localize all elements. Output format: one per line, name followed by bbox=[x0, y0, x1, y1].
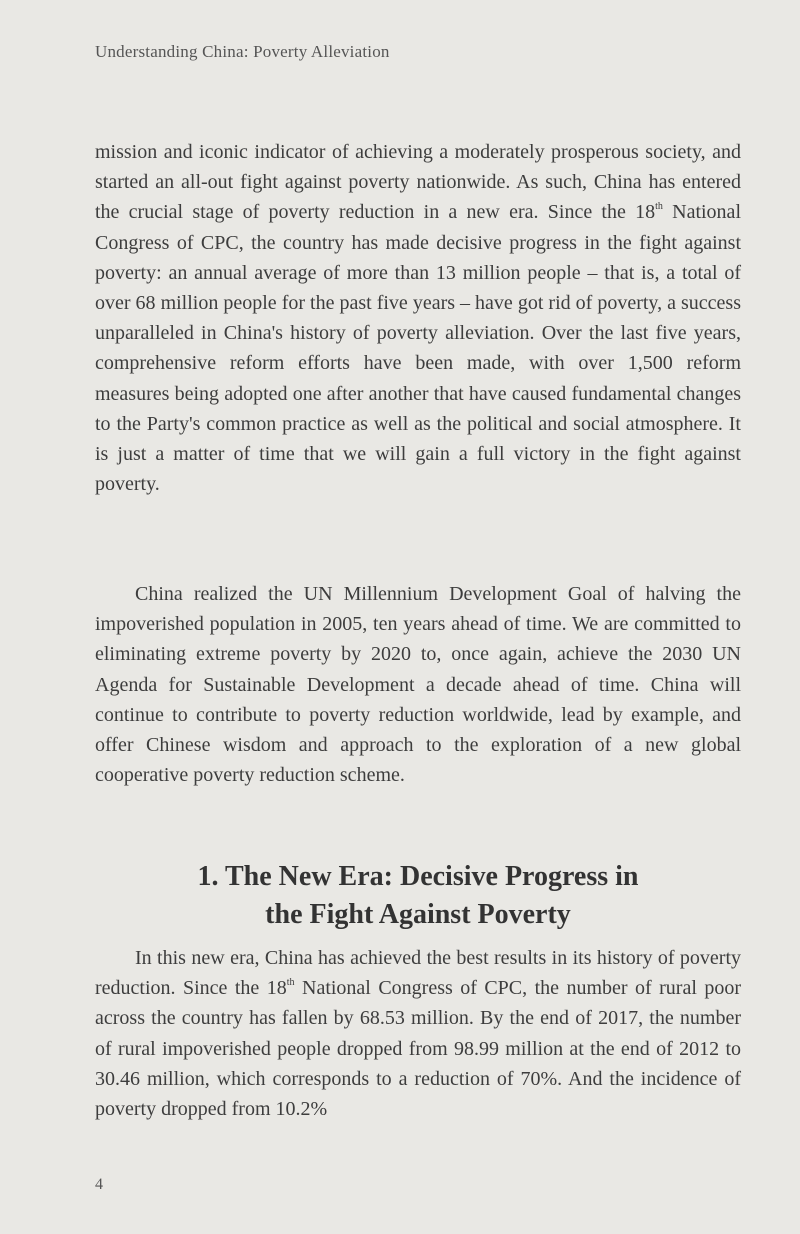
page-number: 4 bbox=[95, 1176, 103, 1193]
paragraph-text-part: National Congress of CPC, the number of rural poor across the country has fallen by 68.53 million. By the end of 2017, the number of rural impoverished people dropped from 98.99 million at the end of 2012 to 30.46 million, which corresponds to a reduction of 70%. And the incidence of poverty dropped from 10.2% bbox=[95, 977, 741, 1121]
ordinal-superscript: th bbox=[655, 201, 663, 213]
paragraph-text-part: In this new era, China has achieved the best results in its history of poverty reduction. Since the 18 bbox=[95, 947, 741, 1000]
paragraph-text-part: National Congress of CPC, the country has made decisive progress in the fight against poverty: an annual average of more than 13 million people – that is, a total of over 68 million people for the past five years – have got rid of poverty, a success unparalleled in China's history of poverty alleviation. Over the last five years, comprehensive reform efforts have been made, with over 1,500 reform measures being adopted one after another that have caused fundamental changes to the Party's common practice as well as the political and social atmosphere. It is just a matter of time that we will gain a full victory in the fight against poverty. bbox=[95, 201, 741, 496]
paragraph-continued bbox=[95, 137, 741, 499]
paragraph-text bbox=[95, 137, 741, 499]
section-heading-line: the Fight Against Poverty bbox=[265, 899, 571, 930]
paragraph-text: China realized the UN Millennium Development Goal of halving the impoverished population in 2005, ten years ahead of time. We are committed to eliminating extreme poverty by 2020 to, once again, achieve the 2030 UN Agenda for Sustainable Development a decade ahead of time. China will continue to contribute to poverty reduction worldwide, lead by example, and offer Chinese wisdom and approach to the exploration of a new global cooperative poverty reduction scheme. bbox=[95, 583, 741, 787]
running-header: Understanding China: Poverty Alleviation bbox=[95, 42, 390, 61]
paragraph-text-part: mission and iconic indicator of achieving a moderately prosperous society, and started an all-out fight against poverty nationwide. As such, China has entered the crucial stage of poverty reduction in a new era. Since the 18 bbox=[95, 141, 741, 224]
ordinal-superscript: th bbox=[286, 977, 295, 989]
section-heading bbox=[95, 858, 741, 934]
paragraph bbox=[95, 579, 741, 790]
paragraph bbox=[95, 943, 741, 1124]
paragraph-text bbox=[95, 943, 741, 1124]
section-heading-line: 1. The New Era: Decisive Progress in bbox=[197, 861, 639, 892]
